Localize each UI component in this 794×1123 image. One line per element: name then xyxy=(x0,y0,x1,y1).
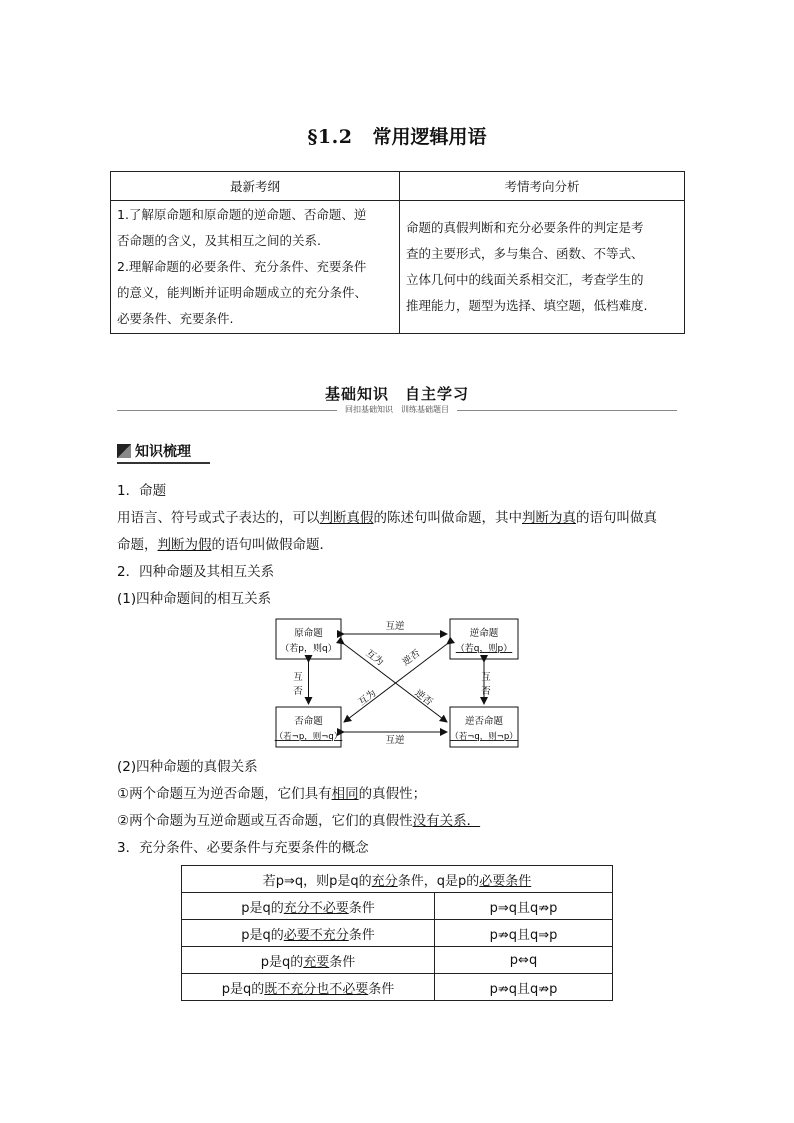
blank-answer: 相同 xyxy=(331,786,359,802)
condition-cell: p是q的必要不充分条件 xyxy=(182,920,435,947)
s1-line2: 命题，判断为假的语句叫做假命题． xyxy=(117,537,333,553)
syllabus-left-line: 的意义，能判断并证明命题成立的充分条件、 xyxy=(117,285,368,300)
s2-sub2: (2)四种命题的真假关系 xyxy=(117,759,258,775)
blank-answer: 判断真假 xyxy=(319,510,374,526)
label-diag-2: 逆否 xyxy=(400,647,423,669)
knowledge-header xyxy=(117,441,191,461)
condition-cell: p是q的既不充分也不必要条件 xyxy=(182,974,435,1001)
label-diag-1: 互为 xyxy=(363,647,386,669)
relation-cell: p⇏q且q⇏p xyxy=(435,974,613,1001)
section-subtitle: 回扣基础知识 训练基础题目 xyxy=(0,404,794,415)
syllabus-left-line: 1.了解原命题和原命题的逆命题、否命题、逆 xyxy=(117,207,367,222)
table-row xyxy=(182,893,613,920)
label-left-1: 互 xyxy=(293,672,303,683)
syllabus-right-line: 查的主要形式，多与集合、函数、不等式、 xyxy=(406,246,644,261)
box-original-cond: （若p，则q） xyxy=(280,644,337,654)
box-converse-name: 逆命题 xyxy=(469,628,499,639)
label-right-2: 否 xyxy=(481,686,491,697)
four-propositions-diagram xyxy=(270,612,526,752)
relation-cell: p⇒q且q⇏p xyxy=(435,893,613,920)
syllabus-left-line: 必要条件、充要条件. xyxy=(117,311,234,326)
blank-answer: 必要条件 xyxy=(479,873,532,889)
s1-heading: 1．命题 xyxy=(117,483,167,499)
blank-answer: 充分 xyxy=(371,873,398,889)
box-inverse-name: 否命题 xyxy=(294,716,323,727)
syllabus-table xyxy=(110,171,685,334)
relation-cell: p⇏q且q⇒p xyxy=(435,920,613,947)
table-row xyxy=(182,974,613,1001)
knowledge-header-text: 知识梳理 xyxy=(135,444,191,460)
syllabus-left-line: 2.理解命题的必要条件、充分条件、充要条件 xyxy=(117,259,367,274)
condition-cell: p是q的充要条件 xyxy=(182,947,435,974)
blank-answer: 判断为真 xyxy=(522,510,576,526)
label-right-1: 互 xyxy=(481,672,491,683)
page-title xyxy=(0,122,794,149)
box-original-name: 原命题 xyxy=(294,628,323,639)
label-bottom: 互逆 xyxy=(385,735,405,746)
box-contrapositive-cond: （若¬q，则¬p） xyxy=(450,732,518,742)
box-contrapositive-name: 逆否命题 xyxy=(464,716,504,727)
s2-item2: ②两个命题为互逆命题或互否命题，它们的真假性没有关系． xyxy=(117,813,481,829)
syllabus-header-left: 最新考纲 xyxy=(111,172,400,201)
section-number: §1.2 xyxy=(307,126,353,148)
label-diag-3: 互为 xyxy=(356,687,379,709)
condition-cell: p是q的充分不必要条件 xyxy=(182,893,435,920)
square-bullet-icon xyxy=(117,444,131,458)
syllabus-left-cell xyxy=(111,201,400,334)
label-diag-4: 逆否 xyxy=(412,687,435,709)
blank-answer: 没有关系． xyxy=(412,813,481,829)
table-row xyxy=(182,920,613,947)
syllabus-right-cell xyxy=(400,201,685,334)
syllabus-header-right: 考情考向分析 xyxy=(400,172,685,201)
conditions-header: 若p⇒q，则p是q的充分条件，q是p的必要条件 xyxy=(182,866,613,893)
syllabus-right-line: 推理能力，题型为选择、填空题，低档难度. xyxy=(406,298,648,313)
syllabus-left-line: 否命题的含义，及其相互之间的关系. xyxy=(117,233,321,248)
s2-sub1: (1)四种命题间的相互关系 xyxy=(117,591,272,607)
label-left-2: 否 xyxy=(293,686,303,697)
section-title: 基础知识 自主学习 xyxy=(324,385,469,403)
label-top: 互逆 xyxy=(385,621,405,632)
knowledge-header-underline xyxy=(117,462,210,464)
blank-answer: 判断为假 xyxy=(157,537,212,553)
syllabus-right-line: 命题的真假判断和充分必要条件的判定是考 xyxy=(406,220,644,235)
relation-cell: p⇔q xyxy=(435,947,613,974)
conditions-table xyxy=(181,865,613,1001)
s2-heading: 2．四种命题及其相互关系 xyxy=(117,564,275,580)
s2-item1: ①两个命题互为逆否命题，它们具有相同的真假性； xyxy=(117,786,427,802)
box-inverse-cond: （若¬p，则¬q） xyxy=(274,732,343,742)
title-text: 常用逻辑用语 xyxy=(372,126,487,148)
syllabus-right-line: 立体几何中的线面关系相交汇，考查学生的 xyxy=(406,272,644,287)
s1-line1: 用语言、符号或式子表达的，可以判断真假的陈述句叫做命题，其中判断为真的语句叫做真 xyxy=(117,510,657,526)
s3-heading: 3．充分条件、必要条件与充要条件的概念 xyxy=(117,840,369,856)
table-row xyxy=(182,947,613,974)
box-converse-cond: （若q，则p） xyxy=(455,644,513,654)
